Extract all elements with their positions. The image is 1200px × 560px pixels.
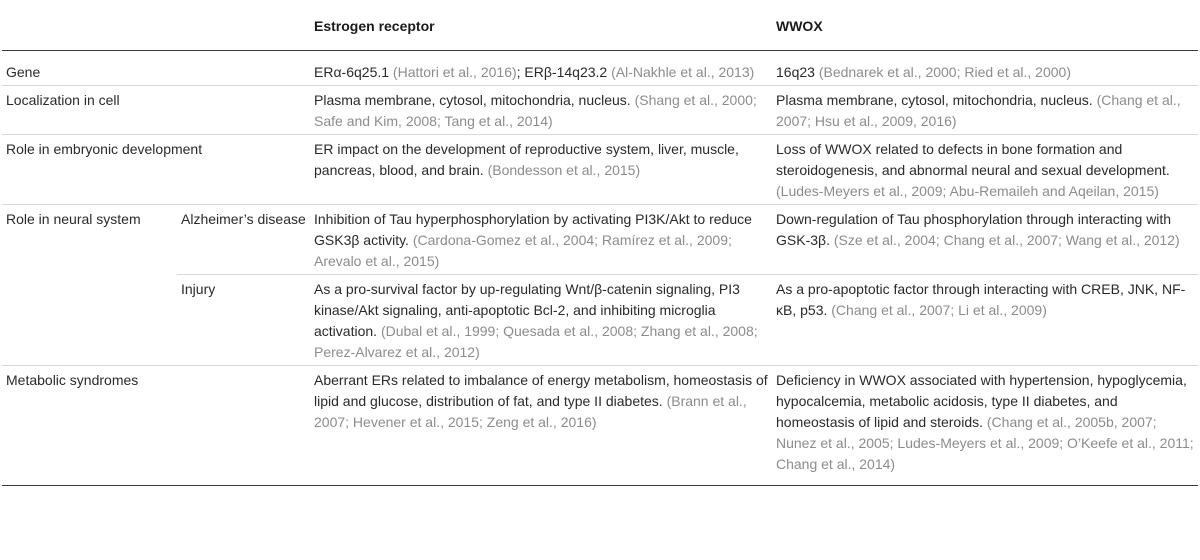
comparison-table (2, 0, 1198, 486)
er-embryonic-ref: (Bondesson et al., 2015) (487, 162, 641, 178)
cell-wwox-metabolic (772, 366, 1198, 486)
row-sublabel-injury: Injury (177, 275, 310, 366)
table-row-localization (2, 86, 1198, 135)
wwox-gene-text: 16q23 (776, 64, 819, 80)
er-localization-text: Plasma membrane, cytosol, mitochondria, nucleus. (314, 92, 635, 108)
er-injury-ref: (Dubal et al., 1999; Quesada et al., 2008; Zhang et al., 2008; Perez-Alvarez et al., 2012) (314, 323, 758, 360)
table-row-metabolic (2, 366, 1198, 486)
row-sublabel-alzheimer: Alzheimer’s disease (177, 205, 310, 275)
cell-er-gene (310, 51, 772, 86)
wwox-injury-text: As a pro-apoptotic factor through interacting with CREB, JNK, NF-κB, p53. (776, 281, 1186, 318)
cell-wwox-gene (772, 51, 1198, 86)
row-label-neural: Role in neural system (2, 205, 177, 366)
er-injury-text: As a pro-survival factor by up-regulating Wnt/β-catenin signaling, PI3 kinase/Akt signaling, anti-apoptotic Bcl-2, and inhibiting microglia activation. (314, 281, 740, 339)
wwox-metabolic-text: Deficiency in WWOX associated with hypertension, hypoglycemia, hypocalcemia, metabolic acidosis, type II diabetes, and homeostasis of lipid and steroids. (776, 372, 1187, 430)
table-body (2, 51, 1198, 486)
cell-er-embryonic (310, 135, 772, 205)
er-gene-ref2: (Al-Nakhle et al., 2013) (611, 64, 755, 80)
wwox-metabolic-ref: (Chang et al., 2005b, 2007; Nunez et al., 2005; Ludes-Meyers et al., 2009; O’Keefe et al., 2011; Chang et al., 2014) (776, 414, 1194, 472)
wwox-localization-ref: (Chang et al., 2007; Hsu et al., 2009, 2016) (776, 92, 1181, 129)
wwox-embryonic-ref: (Ludes-Meyers et al., 2009; Abu-Remaileh and Aqeilan, 2015) (776, 183, 1159, 199)
er-metabolic-ref: (Brann et al., 2007; Hevener et al., 2015; Zeng et al., 2016) (314, 393, 747, 430)
er-alzheimer-text: Inhibition of Tau hyperphosphorylation by activating PI3K/Akt to reduce GSK3β activity. (314, 211, 752, 248)
header-col2 (177, 0, 310, 51)
wwox-alzheimer-ref: (Sze et al., 2004; Chang et al., 2007; Wang et al., 2012) (833, 232, 1180, 248)
cell-er-alzheimer (310, 205, 772, 275)
table-row-gene (2, 51, 1198, 86)
er-localization-ref: (Shang et al., 2000; Safe and Kim, 2008; Tang et al., 2014) (314, 92, 757, 129)
wwox-injury-ref: (Chang et al., 2007; Li et al., 2009) (831, 302, 1047, 318)
cell-er-metabolic (310, 366, 772, 486)
cell-wwox-injury (772, 275, 1198, 366)
row-label-metabolic: Metabolic syndromes (2, 366, 310, 486)
cell-er-injury (310, 275, 772, 366)
header-row (2, 0, 1198, 51)
header-col1 (2, 0, 177, 51)
header-estrogen-receptor: Estrogen receptor (314, 18, 435, 34)
er-metabolic-text: Aberrant ERs related to imbalance of energy metabolism, homeostasis of lipid and glucose, distribution of fat, and type II diabetes. (314, 372, 768, 409)
table-row-neural-alzheimer (2, 205, 1198, 275)
wwox-gene-ref: (Bednarek et al., 2000; Ried et al., 2000) (818, 64, 1071, 80)
header-wwox: WWOX (776, 18, 823, 34)
table-row-embryonic (2, 135, 1198, 205)
cell-wwox-embryonic (772, 135, 1198, 205)
table-header (2, 0, 1198, 51)
cell-wwox-alzheimer (772, 205, 1198, 275)
wwox-localization-text: Plasma membrane, cytosol, mitochondria, nucleus. (776, 92, 1097, 108)
comparison-table-container (2, 0, 1198, 486)
table-row-neural-injury (2, 275, 1198, 366)
er-alzheimer-ref: (Cardona-Gomez et al., 2004; Ramírez et al., 2009; Arevalo et al., 2015) (314, 232, 732, 269)
wwox-alzheimer-text: Down-regulation of Tau phosphorylation through interacting with GSK-3β. (776, 211, 1172, 248)
er-gene-mid: ; ERβ-14q23.2 (516, 64, 612, 80)
cell-er-localization (310, 86, 772, 135)
wwox-embryonic-text: Loss of WWOX related to defects in bone formation and steroidogenesis, and abnormal neural and sexual development. (776, 141, 1170, 178)
er-embryonic-text: ER impact on the development of reproductive system, liver, muscle, pancreas, blood, and brain. (314, 141, 739, 178)
row-label-localization: Localization in cell (2, 86, 310, 135)
row-label-embryonic: Role in embryonic development (2, 135, 310, 205)
row-label-gene: Gene (2, 51, 310, 86)
er-gene-text: ERα-6q25.1 (314, 64, 393, 80)
er-gene-ref1: (Hattori et al., 2016) (392, 64, 517, 80)
cell-wwox-localization (772, 86, 1198, 135)
